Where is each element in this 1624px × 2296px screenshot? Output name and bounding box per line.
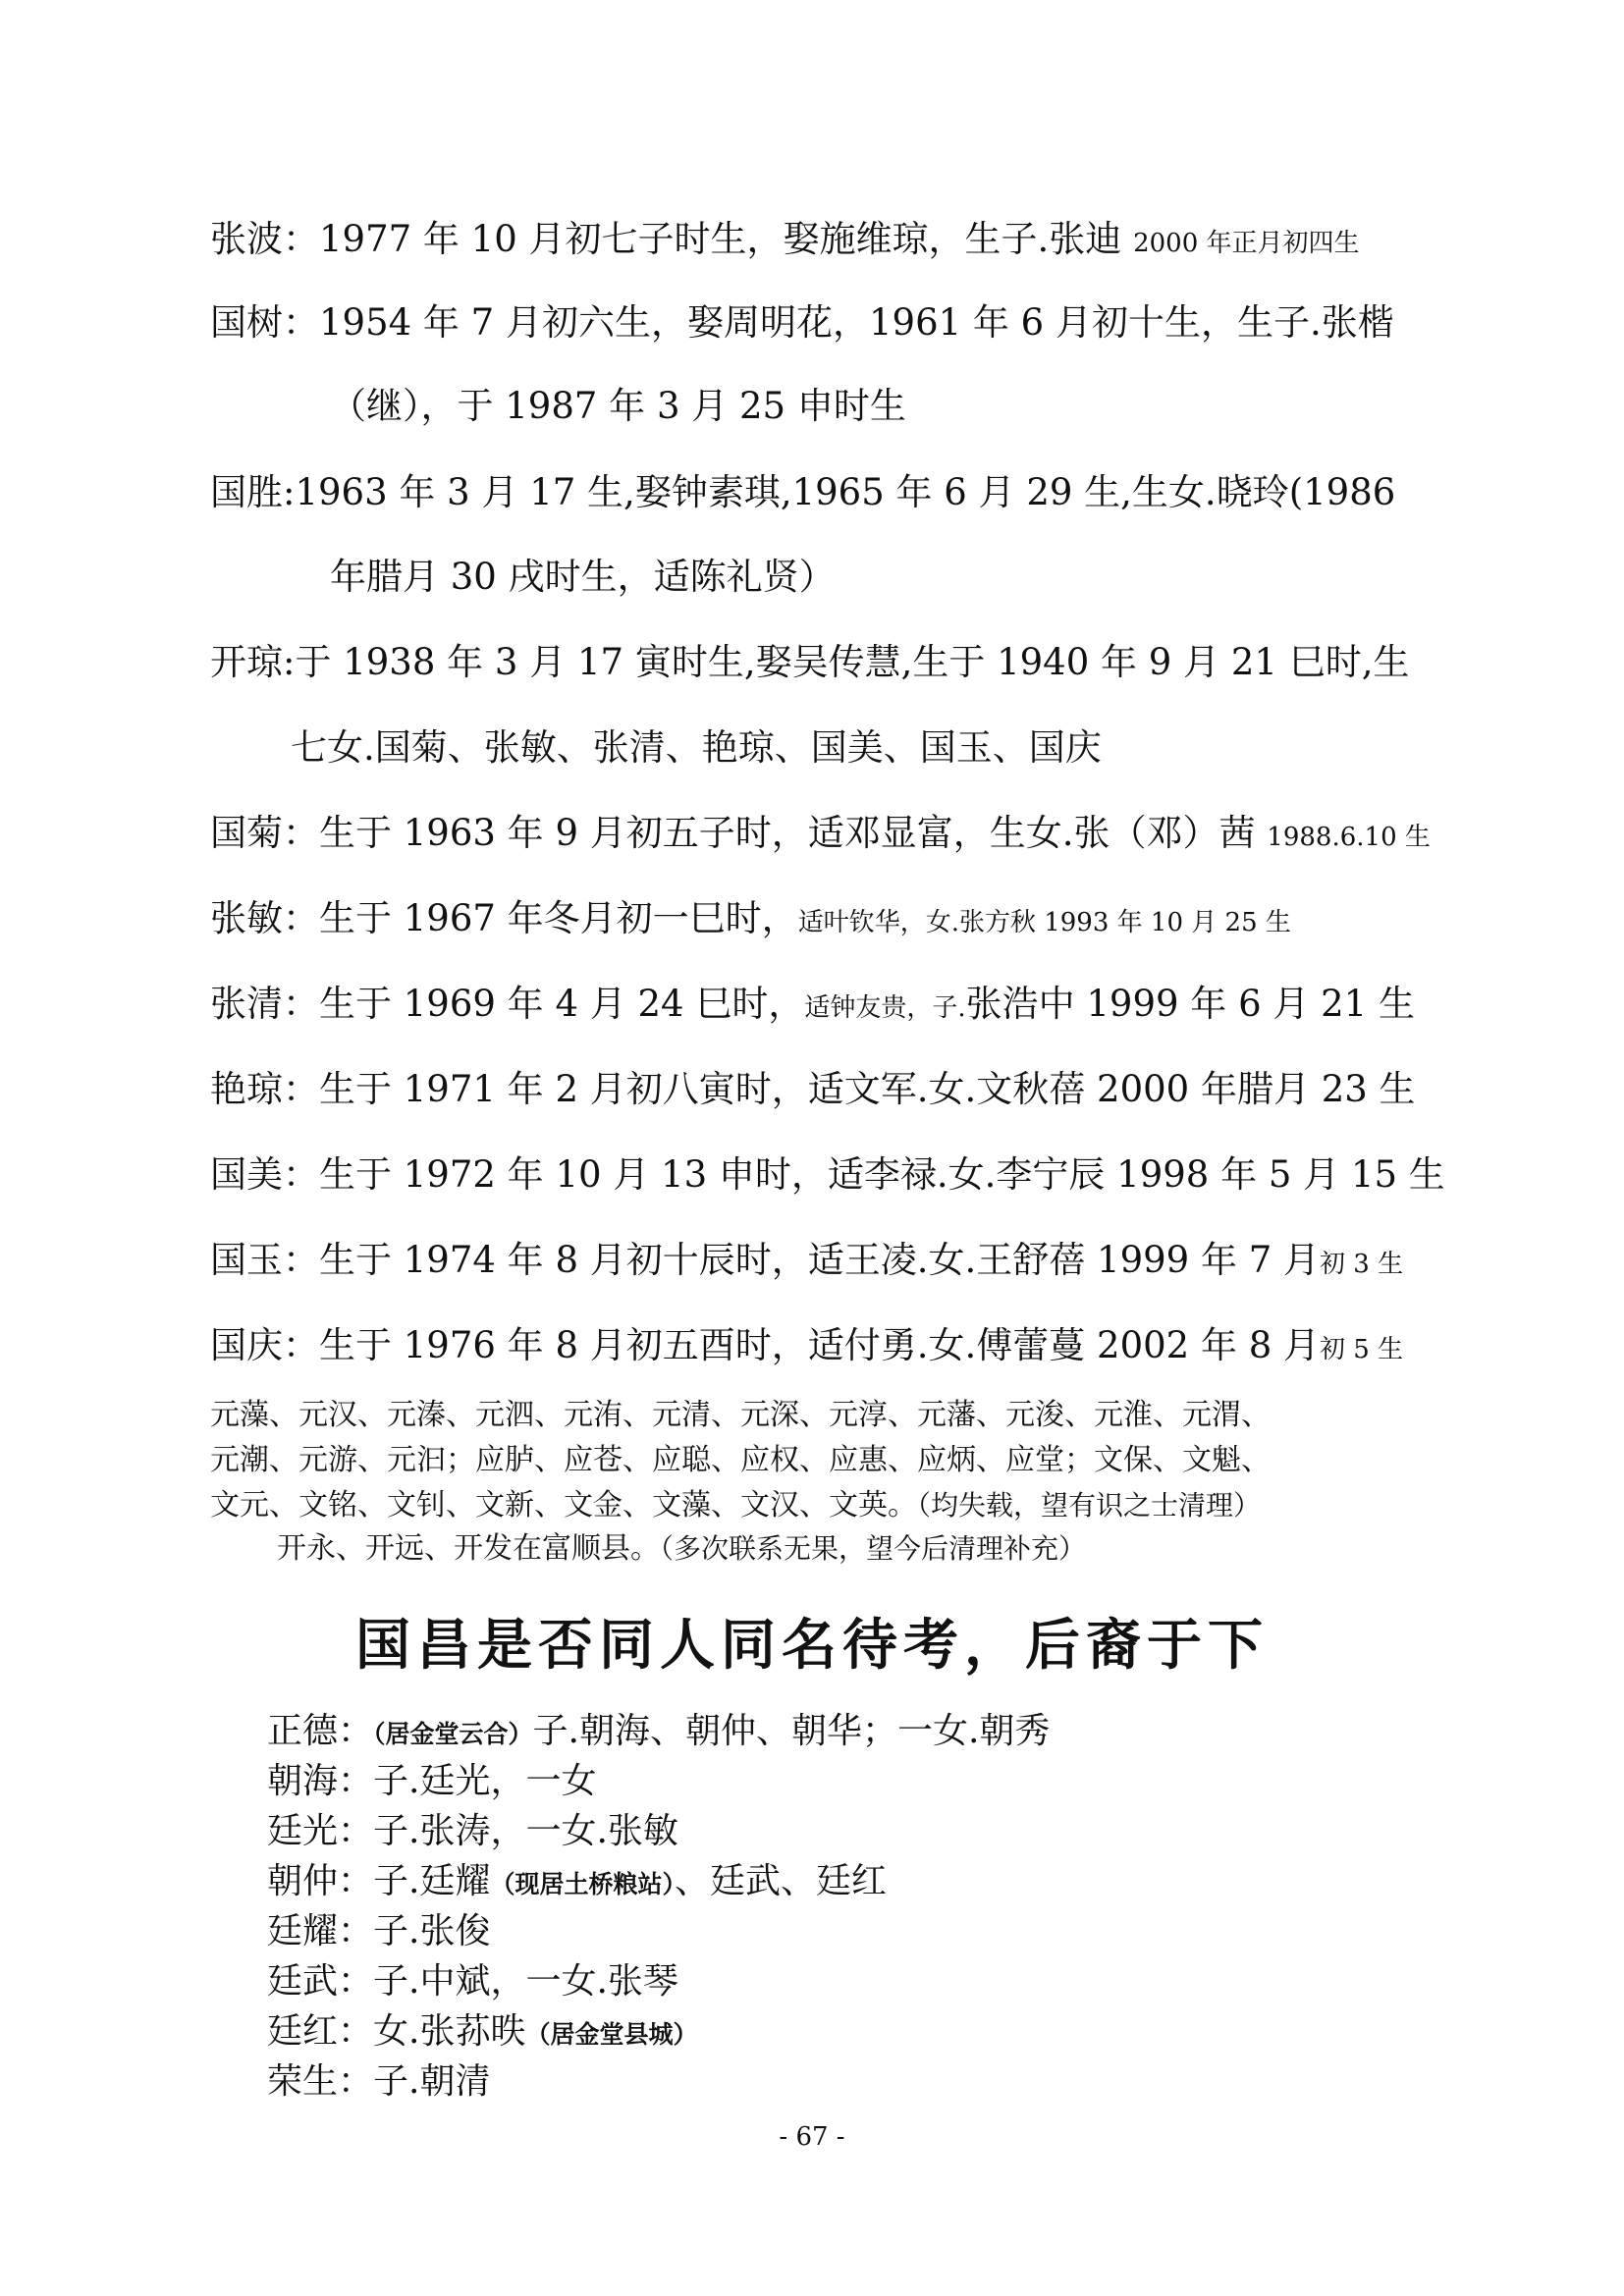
entry-guoju: 国菊：生于 1963 年 9 月初五子时，适邓显富，生女.张（邓）茜 1988.6.10 生 <box>210 812 1431 854</box>
list-item-chaohai: 朝海：子.廷光，一女 <box>267 1761 597 1801</box>
entry-guoshu: 国树：1954 年 7 月初六生，娶周明花，1961 年 6 月初十生，生子.张楷 <box>210 301 1394 344</box>
list-item-tinghong: 廷红：女.张荪昳（居金堂县城） <box>267 2011 698 2052</box>
list-item-chaozhong: 朝仲：子.廷耀（现居土桥粮站）、廷武、廷红 <box>267 1861 887 1901</box>
entry-guoshu-cont: （继），于 1987 年 3 月 25 申时生 <box>330 385 906 427</box>
entry-guoyu: 国玉：生于 1974 年 8 月初十辰时，适王凌.女.王舒蓓 1999 年 7 月初 3 生 <box>210 1239 1404 1281</box>
page-number: - 67 - <box>779 2122 845 2152</box>
names-line-2: 元潮、元游、元汩；应胪、应苍、应聪、应权、应惠、应炳、应堂；文保、文魁、 <box>210 1443 1271 1477</box>
names-line-3: 文元、文铭、文钊、文新、文金、文藻、文汉、文英。（均失载，望有识之士清理） <box>210 1488 1262 1522</box>
entry-guomei: 国美：生于 1972 年 10 月 13 申时，适李禄.女.李宁辰 1998 年 5 月 15 生 <box>210 1153 1445 1196</box>
entry-kaiqiong-cont: 七女.国菊、张敏、张清、艳琼、国美、国玉、国庆 <box>291 726 1102 769</box>
list-item-zhengde: 正德：（居金堂云合）子.朝海、朝仲、朝华；一女.朝秀 <box>267 1711 1051 1751</box>
entry-kaiqiong: 开琼:于 1938 年 3 月 17 寅时生,娶吴传慧,生于 1940 年 9 月 21 巳时,生 <box>210 641 1410 683</box>
entry-zhangbo: 张波：1977 年 10 月初七子时生，娶施维琼，生子.张迪 2000 年正月初四生 <box>210 218 1360 260</box>
entry-yanqiong: 艳琼：生于 1971 年 2 月初八寅时，适文军.女.文秋蓓 2000 年腊月 23 生 <box>210 1068 1416 1110</box>
list-item-tingguang: 廷光：子.张涛，一女.张敏 <box>267 1811 678 1851</box>
list-item-rongsheng: 荣生：子.朝清 <box>267 2061 491 2102</box>
names-line-4: 开永、开远、开发在富顺县。（多次联系无果，望今后清理补充） <box>277 1531 1087 1566</box>
entry-zhangmin: 张敏：生于 1967 年冬月初一巳时，适叶钦华，女.张方秋 1993 年 10 月 25 生 <box>210 897 1291 939</box>
names-line-1: 元藻、元汉、元溱、元泗、元洧、元清、元深、元淳、元藩、元浚、元淮、元渭、 <box>210 1398 1271 1432</box>
list-item-tingyao: 廷耀：子.张俊 <box>267 1911 491 1951</box>
list-item-tingwu: 廷武：子.中斌，一女.张琴 <box>267 1961 678 2002</box>
section-heading: 国昌是否同人同名待考，后裔于下 <box>355 1614 1269 1678</box>
entry-guoqing: 国庆：生于 1976 年 8 月初五酉时，适付勇.女.傅蕾蔓 2002 年 8 月初 5 生 <box>210 1324 1404 1366</box>
entry-guosheng: 国胜:1963 年 3 月 17 生,娶钟素琪,1965 年 6 月 29 生,生女.晓玲(1986 <box>210 471 1396 513</box>
entry-zhangqing: 张清：生于 1969 年 4 月 24 巳时，适钟友贵，子.张浩中 1999 年 6 月 21 生 <box>210 983 1415 1025</box>
entry-guosheng-cont: 年腊月 30 戌时生，适陈礼贤） <box>330 556 836 598</box>
